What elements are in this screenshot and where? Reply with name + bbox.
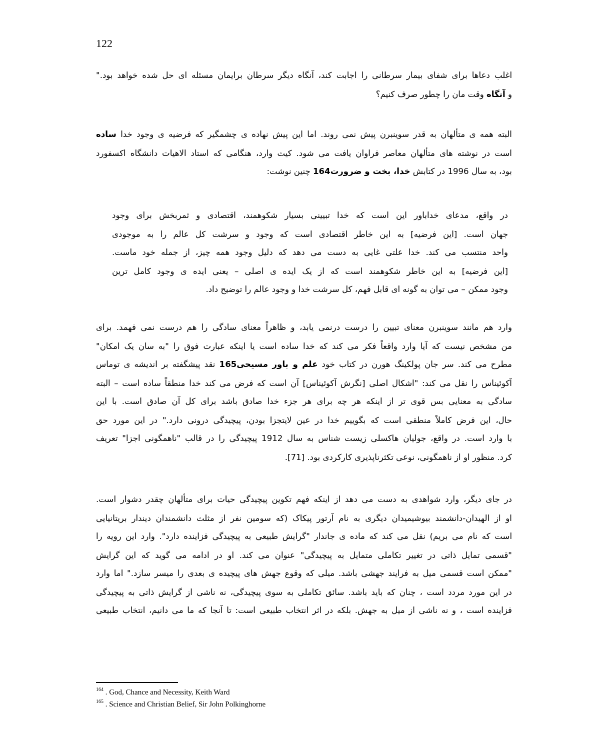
text-line: فزاینده است ، و نه ناشی از میل به جهش. بلکه در اثر انتخاب طبیعی است: تا آنجا که ما می دانیم، انتخاب طبیعی — [96, 605, 512, 615]
text-line: البته همه ی متألهان به قدر سوینبرن پیش نمی روند. اما این پیش نهاده ی چشمگیر که فرضیه ی وجود خدا ساده — [96, 129, 512, 139]
paragraph-4 — [96, 490, 512, 620]
text-line: حال، این فرض کاملاً منطقی است که بگوییم خدا در عین لایتجزا بودن، پیچیدگی درونی دارد." در این مورد حق — [96, 414, 512, 425]
text-line: [این فرضیه] به این خاطر شکوهمند است که از یک ایده ی اصلی – یعنی ایده ی وجود کامل ترین — [112, 265, 508, 276]
bold-phrase: ساده — [96, 129, 117, 139]
footnotes — [96, 686, 496, 709]
text-line: در این مورد مردد است ، چنان که باید باشد. سائق تکاملی به سوی پیچیدگی، نه ناشی از گرایش ذاتی به پیچیدگی — [96, 586, 512, 597]
text-line: من مشخص نیست که آیا وارد واقعاً فکر می کند که خدا ساده است یا اینکه عبارت فوق را "به سان یک امکان" — [96, 340, 512, 351]
text-line: جهان است. [این فرضیه] به این خاطر اقتصادی است که وجود و سرشت کل عالم را به موجودی — [112, 228, 508, 239]
footnote-number: 165 — [96, 699, 104, 705]
text-line: بود، به سال 1996 در کتابش خدا، بخت و ضرورت164 چنین نوشت: — [266, 166, 512, 176]
bold-phrase: آنگاه — [486, 88, 506, 99]
text-line: اغلب دعاها برای شفای بیمار سرطانی را اجابت کند، آنگاه دیگر سرطان برایمان مسئله ای حل شده خواهد بود." — [96, 70, 512, 80]
bold-phrase: علم و باور مسیحی165 — [219, 359, 318, 369]
text-line: مطرح می کند. سر جان پولکینگ هورن در کتاب خود علم و باور مسیحی165 نقد پیشگفته بر اندیشه ی توماس — [96, 359, 512, 369]
text-line: آکوئیناس را نقل می کند: "اشکال اصلی [نگرش آکوئیناس] آن است که فرض می کند خدا منطقاً ساده است – البته — [96, 377, 512, 388]
footnote-text: . Science and Christian Belief, Sir John Polkinghorne — [105, 699, 266, 708]
paragraph-1 — [96, 66, 512, 103]
text-line: در واقع، مدعای خداباور این است که خدا تبیینی بسیار شکوهمند، اقتصادی و ثمربخش برای وجود — [112, 210, 508, 220]
text-line: واحد منتسب می کند. خدا علتی غایی به دست می دهد که دلیل وجود همه چیز، از جمله خود ماست. — [112, 247, 508, 257]
text-line: است که نام می بریم) نقل می کند که ماده ی جاندار "گرایش طبیعی به پیچیدگی فزاینده دارد". وارد این رویه را — [96, 531, 512, 541]
page-number: 122 — [96, 38, 113, 50]
text-line: وارد هم مانند سوینبرن معنای تبیین را درست درنمی یابد، و ظاهراً معنای سادگی را هم درست نمی فهمد. برای — [96, 322, 512, 332]
footnote-164 — [96, 686, 496, 698]
text-line: کرد. منظور او از ناهمگونی، نوعی تکثرناپذیری کارکردی بود. [71]. — [284, 451, 512, 462]
footnote-divider — [96, 682, 178, 683]
footnote-165 — [96, 698, 496, 710]
footnote-text: . God, Chance and Necessity, Keith Ward — [105, 687, 230, 697]
text-line: "ممکن است قسمی میل به فرایند جهشی باشد. میلی که وقوع جهش های پیچیده ی بعدی را میسر سازد." اما وارد — [96, 568, 512, 578]
text-line: سادگی به معنایی بس قوی تر از اینکه هر چه برای هر جزء خدا صادق باشد برای کل آن صادق است. با این — [96, 396, 512, 406]
text-line: وجود ممکن – می توان به گونه ای قابل فهم، کل سرشت خدا و وجود عالم را توضیح داد. — [205, 284, 508, 294]
text-line: است در نوشته های متألهان معاصر فراوان یافت می شود. کیث وارد، هنگامی که استاد الاهیات دانشگاه اکسفورد — [96, 147, 512, 158]
text-line: و آنگاه وقت مان را چطور صرف کنیم؟ — [375, 88, 512, 99]
block-quote — [112, 206, 508, 299]
text-line: با وارد است. در واقع، جولیان هاکسلی زیست شناس به سال 1912 پیچیدگی را در قالب "ناهمگونی اجزا" تعریف — [96, 433, 512, 443]
footnote-number: 164 — [96, 688, 104, 693]
paragraph-2 — [96, 125, 512, 181]
bold-phrase: خدا، بخت و ضرورت164 — [312, 166, 411, 176]
text-line: در جای دیگر، وارد شواهدی به دست می دهد از اینکه فهم تکوین پیچیدگی حیات برای متألهان چقدر دشوار است. — [96, 494, 512, 504]
paragraph-3 — [96, 318, 512, 466]
text-line: او از الهیدان-دانشمند بیوشیمیدان دیگری به نام آرتور پیکاک (که سومین نفر از مثلث دانشمندان دیندار بریتانیایی — [96, 512, 512, 523]
text-line: "قسمی تمایل ذاتی در تغییر تکاملی متمایل به پیچیدگی" عنوان می کند. او در ادامه می گوید که این گرایش — [96, 549, 512, 560]
